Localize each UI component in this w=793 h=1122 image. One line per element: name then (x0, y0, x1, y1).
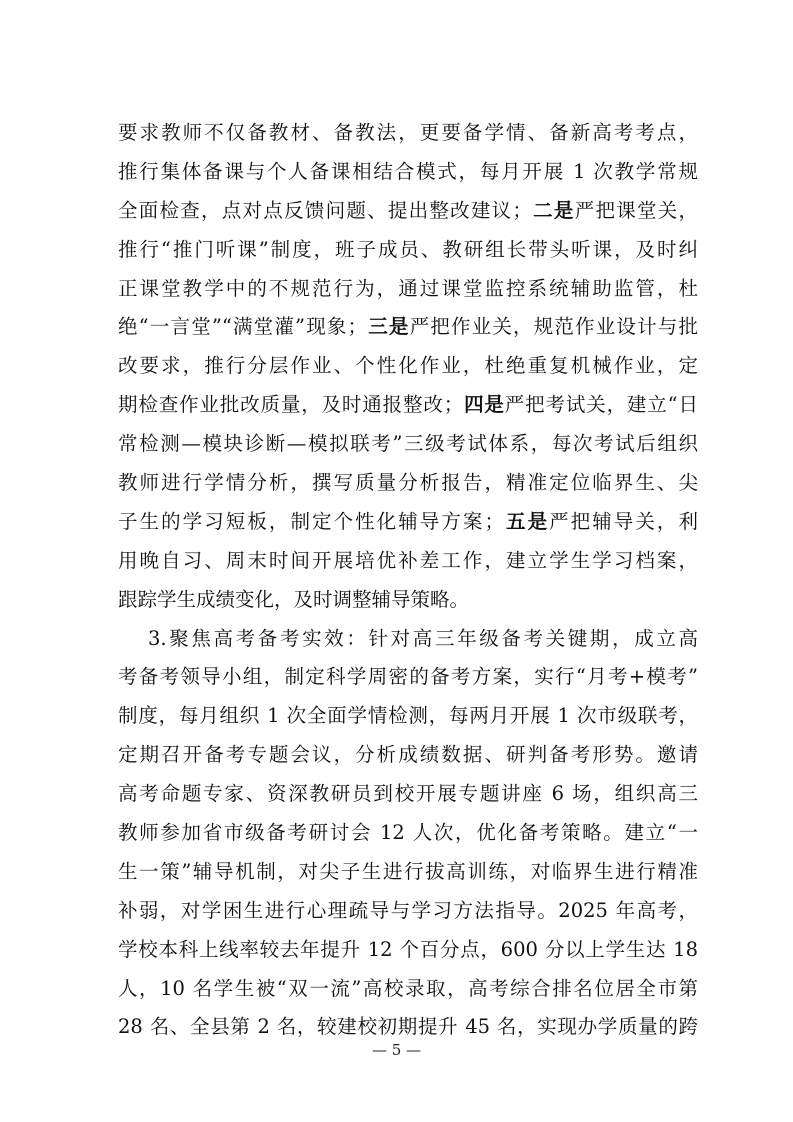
text-line (118, 581, 698, 620)
text-line (118, 620, 698, 659)
text-line (118, 853, 698, 892)
text-line (118, 347, 698, 386)
text-line (118, 153, 698, 192)
text-line (118, 542, 698, 581)
text-segment: 绝“一言堂”“满堂灌”现象； (118, 315, 368, 339)
text-line (118, 503, 698, 542)
text-line (118, 464, 698, 503)
bold-list-marker: 四是 (463, 393, 505, 417)
text-segment: 教师参加省市级备考研讨会 12 人次，优化备考策略。建立“一 (118, 821, 698, 845)
text-segment: 教师进行学情分析，撰写质量分析报告，精准定位临界生、尖 (118, 471, 698, 495)
bold-list-marker: 三是 (367, 315, 410, 339)
text-line (118, 231, 698, 270)
text-line (118, 970, 698, 1009)
text-segment: 严把辅导关，利 (549, 509, 698, 533)
bold-list-marker: 二是 (531, 198, 575, 222)
text-segment: 推行集体备课与个人备课相结合模式，每月开展 1 次教学常规 (118, 159, 698, 183)
text-line (118, 814, 698, 853)
text-segment: 期检查作业批改质量，及时通报整改； (118, 393, 464, 417)
text-segment: 3.聚焦高考备考实效：针对高三年级备考关键期，成立高 (148, 626, 698, 650)
text-line (118, 270, 698, 309)
text-segment: 改要求，推行分层作业、个性化作业，杜绝重复机械作业，定 (118, 354, 698, 378)
text-line (118, 425, 698, 464)
text-segment: 人，10 名学生被“双一流”高校录取，高考综合排名位居全市第 (118, 976, 698, 1000)
text-line (118, 114, 698, 153)
text-segment: 高考命题专家、资深教研员到校开展专题讲座 6 场，组织高三 (118, 782, 698, 806)
page-number: — 5 — (371, 1041, 422, 1059)
text-line (118, 192, 698, 231)
text-segment: 生一策”辅导机制，对尖子生进行拔高训练，对临界生进行精准 (118, 859, 698, 883)
text-segment: 严把作业关，规范作业设计与批 (409, 315, 698, 339)
text-segment: 用晚自习、周末时间开展培优补差工作，建立学生学习档案， (118, 548, 698, 572)
body-text (118, 114, 698, 1047)
text-line (118, 658, 698, 697)
text-segment: 要求教师不仅备教材、备教法，更要备学情、备新高考考点， (118, 121, 698, 144)
text-segment: 严把课堂关， (574, 198, 698, 222)
text-segment: 跟踪学生成绩变化，及时调整辅导策略。 (118, 587, 470, 611)
text-line (118, 308, 698, 347)
text-line (118, 892, 698, 931)
text-line (118, 697, 698, 736)
text-segment: 严把考试关，建立“日 (504, 393, 698, 417)
text-segment: 学校本科上线率较去年提升 12 个百分点，600 分以上学生达 18 (118, 937, 698, 961)
text-segment: 考备考领导小组，制定科学周密的备考方案，实行“月考+模考” (118, 665, 698, 689)
text-segment: 全面检查，点对点反馈问题、提出整改建议； (118, 198, 532, 222)
text-segment: 常检测—模块诊断—模拟联考”三级考试体系，每次考试后组织 (118, 432, 698, 456)
bold-list-marker: 五是 (503, 509, 550, 533)
text-segment: 28 名、全县第 2 名，较建校初期提升 45 名，实现办学质量的跨 (118, 1015, 698, 1039)
text-segment: 补弱，对学困生进行心理疏导与学习方法指导。2025 年高考， (118, 898, 698, 922)
text-line (118, 386, 698, 425)
text-segment: 推行“推门听课”制度，班子成员、教研组长带头听课，及时纠 (118, 237, 698, 261)
text-segment: 正课堂教学中的不规范行为，通过课堂监控系统辅助监管，杜 (118, 276, 698, 300)
text-segment: 定期召开备考专题会议，分析成绩数据、研判备考形势。邀请 (118, 743, 698, 767)
text-line (118, 736, 698, 775)
text-line (118, 775, 698, 814)
text-segment: 制度，每月组织 1 次全面学情检测，每两月开展 1 次市级联考， (118, 704, 698, 728)
text-segment: 子生的学习短板，制定个性化辅导方案； (118, 509, 504, 533)
text-line (118, 931, 698, 970)
